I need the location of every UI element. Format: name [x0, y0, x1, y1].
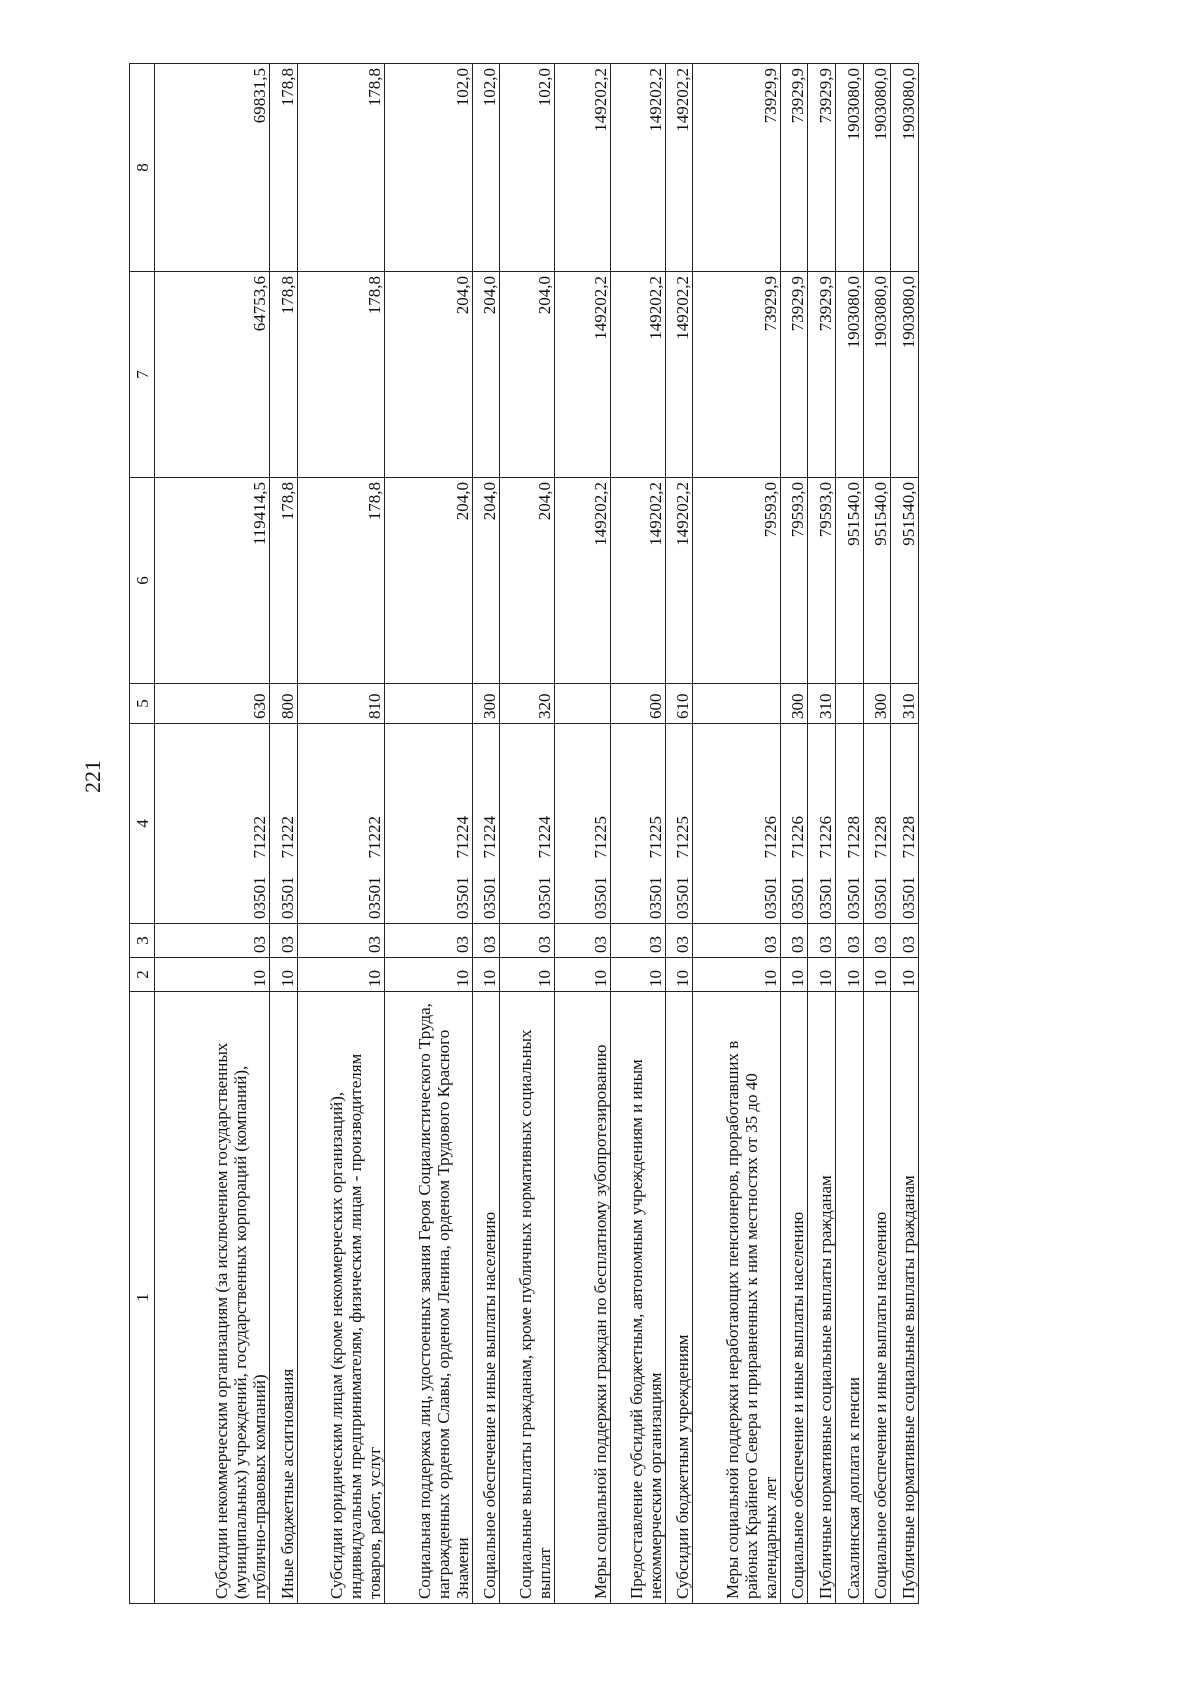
section-code: 10	[693, 958, 780, 992]
table-row	[472, 64, 500, 1604]
direction-code: 71226	[788, 816, 808, 859]
amount-col-7: 73929,9	[808, 272, 836, 478]
subsection-code: 03	[297, 924, 384, 958]
subsection-code: 03	[270, 924, 298, 958]
row-name: Меры социальной поддержки граждан по бесплатному зубопротезированию	[555, 992, 610, 1604]
expense-type-code: 600	[610, 684, 665, 724]
expense-type-code: 610	[665, 684, 693, 724]
amount-col-8: 69831,5	[155, 64, 270, 272]
expense-type-code	[385, 684, 472, 724]
section-code: 10	[297, 958, 384, 992]
header-cell: 6	[130, 478, 155, 684]
amount-col-7: 149202,2	[610, 272, 665, 478]
target-article-cell	[808, 724, 836, 924]
section-code: 10	[780, 958, 808, 992]
direction-code: 71222	[365, 816, 385, 859]
subsection-code: 03	[780, 924, 808, 958]
subsection-code: 03	[808, 924, 836, 958]
header-cell: 3	[130, 924, 155, 958]
amount-col-6: 951540,0	[836, 478, 864, 684]
expense-type-code: 810	[297, 684, 384, 724]
header-cell: 1	[130, 992, 155, 1604]
table-row	[270, 64, 298, 1604]
direction-code: 71224	[452, 816, 472, 859]
amount-col-8: 178,8	[297, 64, 384, 272]
row-name: Сахалинская доплата к пенсии	[836, 992, 864, 1604]
table-row	[297, 64, 384, 1604]
amount-col-6: 204,0	[472, 478, 500, 684]
amount-col-7: 204,0	[385, 272, 472, 478]
section-code: 10	[891, 958, 919, 992]
program-code: 03501	[365, 876, 385, 919]
subsection-code: 03	[472, 924, 500, 958]
amount-col-7: 64753,6	[155, 272, 270, 478]
row-name: Социальная поддержка лиц, удостоенных звания Героя Социалистического Труда, награжденных орденом Славы, орденом Ленина, орденом Трудового Красного Знамени	[385, 992, 472, 1604]
subsection-code: 03	[610, 924, 665, 958]
program-code: 03501	[645, 876, 665, 919]
row-name: Иные бюджетные ассигнования	[270, 992, 298, 1604]
expense-type-code	[693, 684, 780, 724]
row-name: Социальное обеспечение и иные выплаты населению	[780, 992, 808, 1604]
page-number: 221	[80, 760, 105, 793]
header-row	[130, 64, 155, 1604]
target-article-cell	[270, 724, 298, 924]
header-cell: 7	[130, 272, 155, 478]
amount-col-8: 102,0	[385, 64, 472, 272]
section-code: 10	[385, 958, 472, 992]
direction-code: 71224	[535, 816, 555, 859]
amount-col-6: 149202,2	[610, 478, 665, 684]
amount-col-7: 1903080,0	[836, 272, 864, 478]
expense-type-code: 310	[891, 684, 919, 724]
section-code: 10	[555, 958, 610, 992]
table-row	[665, 64, 693, 1604]
expense-type-code: 300	[780, 684, 808, 724]
header-cell: 4	[130, 724, 155, 924]
target-article-cell	[863, 724, 891, 924]
amount-col-7: 178,8	[297, 272, 384, 478]
subsection-code: 03	[555, 924, 610, 958]
target-article-cell	[472, 724, 500, 924]
row-name: Социальное обеспечение и иные выплаты населению	[472, 992, 500, 1604]
table-row	[500, 64, 555, 1604]
amount-col-6: 119414,5	[155, 478, 270, 684]
direction-code: 71228	[843, 816, 863, 859]
amount-col-6: 79593,0	[808, 478, 836, 684]
budget-table	[129, 63, 919, 1604]
table-row	[891, 64, 919, 1604]
amount-col-6: 204,0	[385, 478, 472, 684]
header-cell: 2	[130, 958, 155, 992]
direction-code: 71225	[590, 816, 610, 859]
amount-col-8: 178,8	[270, 64, 298, 272]
row-name: Социальное обеспечение и иные выплаты населению	[863, 992, 891, 1604]
table-row	[780, 64, 808, 1604]
direction-code: 71226	[816, 816, 836, 859]
section-code: 10	[863, 958, 891, 992]
direction-code: 71225	[645, 816, 665, 859]
amount-col-6: 79593,0	[780, 478, 808, 684]
target-article-cell	[693, 724, 780, 924]
amount-col-7: 73929,9	[693, 272, 780, 478]
program-code: 03501	[899, 876, 918, 919]
program-code: 03501	[480, 876, 500, 919]
direction-code: 71225	[673, 816, 693, 859]
table-row	[385, 64, 472, 1604]
target-article-cell	[836, 724, 864, 924]
expense-type-code: 320	[500, 684, 555, 724]
amount-col-6: 204,0	[500, 478, 555, 684]
program-code: 03501	[673, 876, 693, 919]
amount-col-6: 178,8	[270, 478, 298, 684]
subsection-code: 03	[665, 924, 693, 958]
expense-type-code	[555, 684, 610, 724]
expense-type-code: 800	[270, 684, 298, 724]
amount-col-7: 204,0	[472, 272, 500, 478]
table-row	[808, 64, 836, 1604]
target-article-cell	[555, 724, 610, 924]
amount-col-8: 149202,2	[665, 64, 693, 272]
amount-col-8: 102,0	[500, 64, 555, 272]
subsection-code: 03	[693, 924, 780, 958]
amount-col-7: 1903080,0	[891, 272, 919, 478]
subsection-code: 03	[155, 924, 270, 958]
target-article-cell	[297, 724, 384, 924]
row-name: Публичные нормативные социальные выплаты гражданам	[808, 992, 836, 1604]
section-code: 10	[500, 958, 555, 992]
amount-col-8: 1903080,0	[891, 64, 919, 272]
amount-col-7: 1903080,0	[863, 272, 891, 478]
table-body	[155, 64, 919, 1604]
section-code: 10	[270, 958, 298, 992]
table-row	[555, 64, 610, 1604]
section-code: 10	[610, 958, 665, 992]
row-name: Социальные выплаты гражданам, кроме публичных нормативных социальных выплат	[500, 992, 555, 1604]
table-row	[155, 64, 270, 1604]
section-code: 10	[155, 958, 270, 992]
program-code: 03501	[277, 876, 297, 919]
amount-col-7: 73929,9	[780, 272, 808, 478]
expense-type-code: 630	[155, 684, 270, 724]
expense-type-code: 310	[808, 684, 836, 724]
header-cell: 5	[130, 684, 155, 724]
amount-col-7: 178,8	[270, 272, 298, 478]
direction-code: 71228	[899, 816, 918, 859]
amount-col-8: 1903080,0	[863, 64, 891, 272]
amount-col-8: 149202,2	[610, 64, 665, 272]
header-cell: 8	[130, 64, 155, 272]
target-article-cell	[610, 724, 665, 924]
expense-type-code	[836, 684, 864, 724]
section-code: 10	[836, 958, 864, 992]
amount-col-8: 1903080,0	[836, 64, 864, 272]
table-row	[610, 64, 665, 1604]
direction-code: 71222	[250, 816, 270, 859]
amount-col-8: 73929,9	[693, 64, 780, 272]
amount-col-8: 102,0	[472, 64, 500, 272]
program-code: 03501	[816, 876, 836, 919]
program-code: 03501	[871, 876, 891, 919]
row-name: Субсидии некоммерческим организациям (за исключением государственных (муниципальных) учреждений, государственных корпораций (компаний), публично-правовых компаний)	[155, 992, 270, 1604]
table-row	[836, 64, 864, 1604]
section-code: 10	[472, 958, 500, 992]
program-code: 03501	[788, 876, 808, 919]
row-name: Субсидии бюджетным учреждениям	[665, 992, 693, 1604]
target-article-cell	[891, 724, 919, 924]
direction-code: 71224	[480, 816, 500, 859]
amount-col-8: 73929,9	[808, 64, 836, 272]
target-article-cell	[155, 724, 270, 924]
row-name: Меры социальной поддержки неработающих пенсионеров, проработавших в районах Крайнего Севера и приравненных к ним местностях от 35 до 40 календарных лет	[693, 992, 780, 1604]
subsection-code: 03	[863, 924, 891, 958]
direction-code: 71226	[760, 816, 780, 859]
target-article-cell	[665, 724, 693, 924]
table-row	[863, 64, 891, 1604]
section-code: 10	[808, 958, 836, 992]
amount-col-6: 149202,2	[555, 478, 610, 684]
program-code: 03501	[843, 876, 863, 919]
amount-col-7: 204,0	[500, 272, 555, 478]
direction-code: 71222	[277, 816, 297, 859]
subsection-code: 03	[836, 924, 864, 958]
program-code: 03501	[760, 876, 780, 919]
amount-col-6: 149202,2	[665, 478, 693, 684]
row-name: Предоставление субсидий бюджетным, автономным учреждениям и иным некоммерческим организациям	[610, 992, 665, 1604]
expense-type-code: 300	[863, 684, 891, 724]
subsection-code: 03	[891, 924, 919, 958]
table-row	[693, 64, 780, 1604]
program-code: 03501	[250, 876, 270, 919]
amount-col-8: 149202,2	[555, 64, 610, 272]
direction-code: 71228	[871, 816, 891, 859]
amount-col-6: 178,8	[297, 478, 384, 684]
program-code: 03501	[452, 876, 472, 919]
row-name: Субсидии юридическим лицам (кроме некоммерческих организаций), индивидуальным предпринимателям, физическим лицам - производителям товаров, работ, услуг	[297, 992, 384, 1604]
subsection-code: 03	[385, 924, 472, 958]
amount-col-6: 951540,0	[891, 478, 919, 684]
amount-col-7: 149202,2	[555, 272, 610, 478]
target-article-cell	[780, 724, 808, 924]
subsection-code: 03	[500, 924, 555, 958]
expense-type-code: 300	[472, 684, 500, 724]
program-code: 03501	[535, 876, 555, 919]
row-name: Публичные нормативные социальные выплаты гражданам	[891, 992, 919, 1604]
amount-col-6: 79593,0	[693, 478, 780, 684]
target-article-cell	[500, 724, 555, 924]
amount-col-8: 73929,9	[780, 64, 808, 272]
rotated-table-wrapper	[129, 64, 919, 1604]
section-code: 10	[665, 958, 693, 992]
amount-col-7: 149202,2	[665, 272, 693, 478]
amount-col-6: 951540,0	[863, 478, 891, 684]
program-code: 03501	[590, 876, 610, 919]
target-article-cell	[385, 724, 472, 924]
